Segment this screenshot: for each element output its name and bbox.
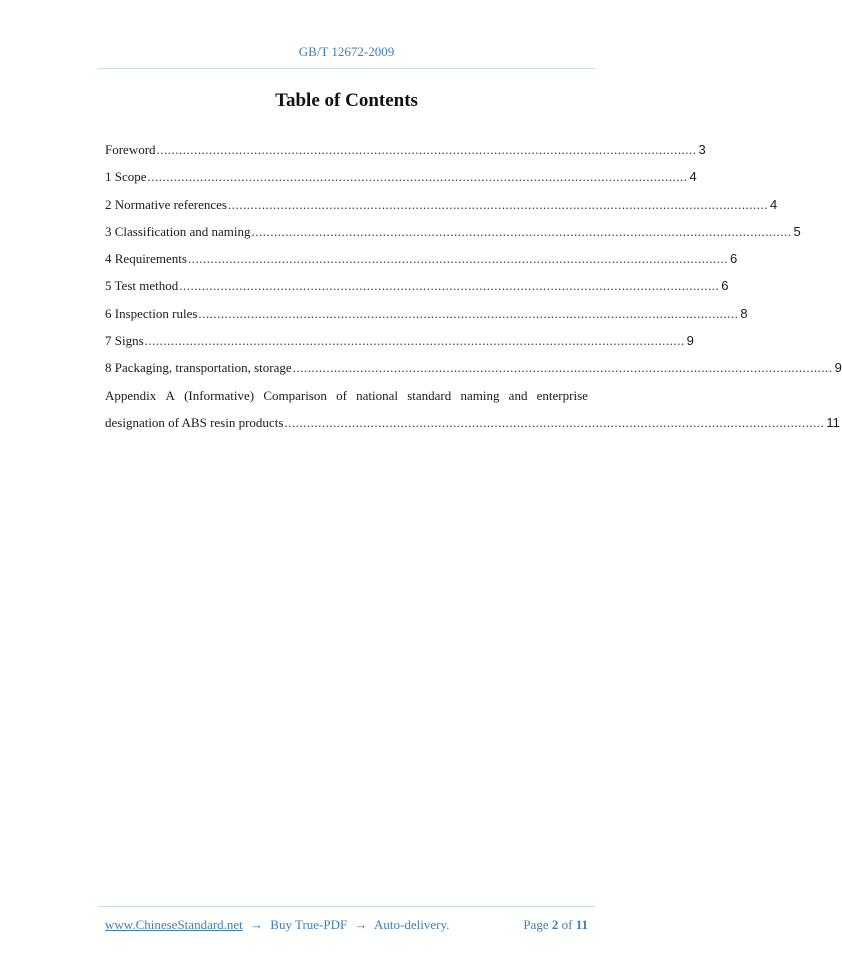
toc-leader-dots: ................................................................................................................................................ (284, 414, 825, 430)
arrow-right-icon: → (250, 917, 264, 932)
toc-leader-dots: ................................................................................................................................................ (251, 223, 792, 239)
website-link[interactable]: www.ChineseStandard.net (105, 917, 243, 932)
toc-entry-page: 11 (826, 414, 840, 430)
toc-entry-page: 8 (740, 305, 748, 321)
toc-leader-dots: ................................................................................................................................................ (144, 333, 685, 349)
page-total: 11 (575, 917, 588, 932)
buy-true-pdf-link[interactable]: Buy True-PDF (270, 917, 348, 932)
toc-leader-dots: ................................................................................................................................................ (187, 251, 728, 267)
footer-divider (98, 906, 595, 907)
toc-entry-signs[interactable] (105, 333, 694, 360)
appendix-word: (Informative) (184, 387, 255, 403)
toc-entry-label: 5 Test method (105, 278, 179, 294)
toc-entry-test-method[interactable] (105, 278, 729, 305)
toc-entry-foreword[interactable] (105, 142, 706, 169)
toc-leader-dots: ................................................................................................................................................ (292, 360, 833, 376)
toc-entry-label: 1 Scope (105, 169, 147, 185)
toc-entry-label: 7 Signs (105, 333, 144, 349)
toc-entry-label: 4 Requirements (105, 251, 187, 267)
appendix-word: A (165, 387, 175, 403)
toc-leader-dots: ................................................................................................................................................ (228, 196, 768, 212)
appendix-word: of (336, 387, 347, 403)
appendix-word: national (356, 387, 399, 403)
toc-entry-normative-references[interactable] (105, 196, 778, 224)
toc-entry-label: 8 Packaging, transportation, storage (105, 360, 292, 376)
appendix-word: enterprise (536, 387, 588, 403)
footer-promo (105, 917, 453, 933)
toc-entry-page: 9 (686, 333, 694, 349)
toc-entry-label: designation of ABS resin products (105, 414, 284, 430)
appendix-word: Comparison (263, 387, 327, 403)
appendix-word: naming (460, 387, 500, 403)
toc-entry-classification[interactable] (105, 223, 801, 251)
page-current: 2 (551, 917, 559, 932)
toc-entry-page: 3 (698, 142, 706, 157)
toc-entry-label: 2 Normative references (105, 196, 227, 212)
toc-entry-page: 4 (689, 169, 697, 185)
toc-entry-label: 6 Inspection rules (105, 305, 198, 321)
page-footer (105, 917, 588, 933)
toc-entry-appendix-a[interactable] (105, 388, 588, 415)
toc-entry-packaging[interactable] (105, 360, 842, 387)
toc-leader-dots: ................................................................................................................................................ (198, 305, 739, 321)
page-of: of (561, 917, 573, 932)
toc-entry-page: 9 (834, 360, 842, 376)
header-doc-code: GB/T 12672-2009 (298, 44, 395, 59)
toc-entry-page: 6 (721, 278, 729, 294)
appendix-word: Appendix (105, 387, 157, 403)
toc-entry-scope[interactable] (105, 169, 697, 196)
toc-leader-dots: ................................................................................................................................................ (147, 169, 688, 185)
toc-entry-page: 4 (770, 196, 778, 212)
toc-entry-label: Foreword (105, 142, 156, 157)
toc-entry-appendix-a-continued[interactable] (105, 414, 840, 442)
header-divider (98, 68, 595, 69)
page-title: Table of Contents (275, 90, 418, 111)
page-number (523, 917, 588, 933)
table-of-contents (105, 142, 842, 442)
appendix-word: standard (407, 387, 452, 403)
page-prefix: Page (523, 917, 549, 932)
toc-entry-label: 3 Classification and naming (105, 223, 251, 239)
toc-leader-dots: ................................................................................................................................................ (156, 142, 697, 157)
toc-entry-page: 6 (729, 251, 738, 267)
auto-delivery-text: Auto-delivery. (374, 917, 450, 932)
toc-entry-page: 5 (793, 223, 801, 239)
toc-entry-requirements[interactable] (105, 251, 738, 278)
appendix-word: and (508, 387, 528, 403)
toc-entry-inspection-rules[interactable] (105, 305, 748, 333)
arrow-right-icon: → (354, 917, 368, 932)
toc-leader-dots: ................................................................................................................................................ (179, 278, 720, 294)
